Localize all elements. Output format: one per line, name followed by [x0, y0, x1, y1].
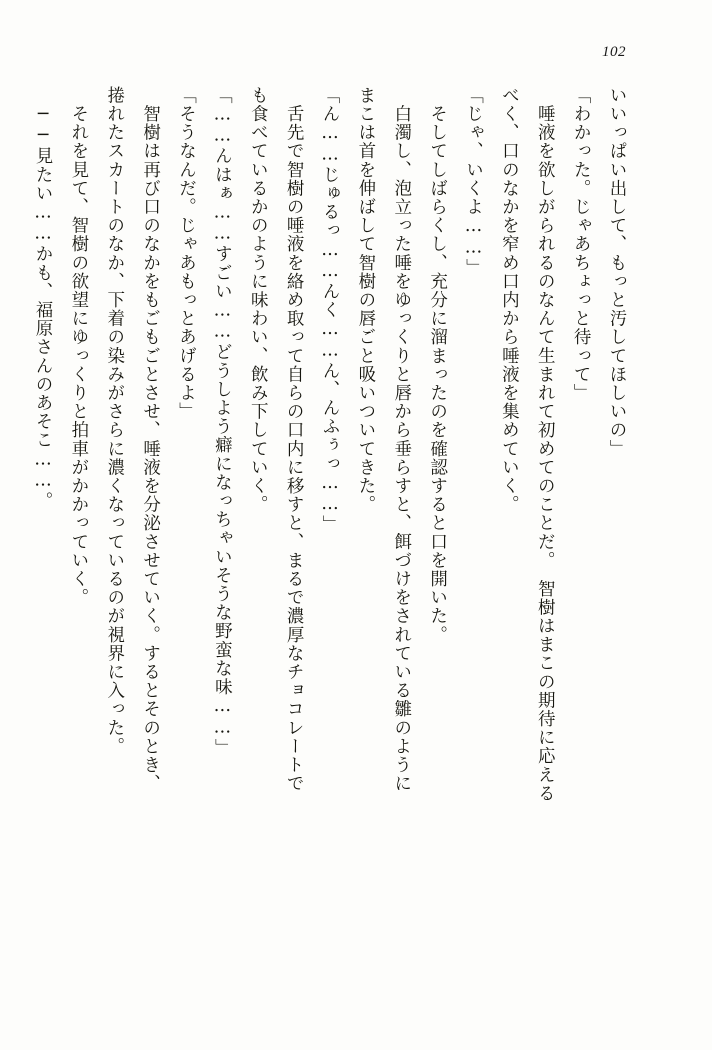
paragraph: そしてしばらくし、充分に溜まったのを確認すると口を開いた。: [427, 86, 448, 644]
paragraph: も食べているかのように味わい、飲み下していく。: [248, 86, 269, 514]
paragraph: それを見て、智樹の欲望にゆっくりと拍車がかかっていく。: [68, 86, 89, 607]
page-number: 102: [602, 44, 626, 60]
paragraph: 「……んはぁ……すごい……どうしよう癖になっちゃいそうな野蛮な味……」: [212, 86, 233, 757]
paragraph: べく、口のなかを窄め口内から唾液を集めていく。: [499, 86, 520, 514]
paragraph: 「じゃ、いくよ……」: [463, 86, 484, 277]
paragraph: 舌先で智樹の唾液を絡め取って自らの口内に移すと、まるで濃厚なチョコレートで: [284, 86, 305, 793]
paragraph: いいっぱい出して、もっと汚してほしいの」: [607, 86, 627, 458]
paragraph: 唾液を欲しがられるのなんて生まれて初めてのことだ。 智樹はまこの期待に応える: [535, 86, 556, 803]
paragraph: 「ん……じゅるっ……んく……ん、んふぅっ……」: [320, 86, 340, 534]
paragraph: ──見たい……かも、福原さんのあそこ……。: [33, 86, 53, 511]
paragraph: 「そうなんだ。じゃあもっとあげるよ」: [176, 86, 197, 421]
paragraph: 白濁し、泡立った唾をゆっくりと唇から垂らすと、餌づけをされている雛のように: [391, 86, 412, 793]
paragraph: まこは首を伸ばして智樹の唇ごと吸いついてきた。: [355, 86, 376, 514]
paragraph: 捲れたスカートのなか、下着の染みがさらに濃くなっているのが視界に入った。: [104, 86, 125, 756]
body-text-block: [33, 86, 634, 986]
paragraph: 「わかった。じゃあちょっと待って」: [571, 86, 592, 403]
paragraph: 智樹は再び口のなかをもごもごとさせ、唾液を分泌させていく。するとそのとき、: [140, 86, 161, 793]
